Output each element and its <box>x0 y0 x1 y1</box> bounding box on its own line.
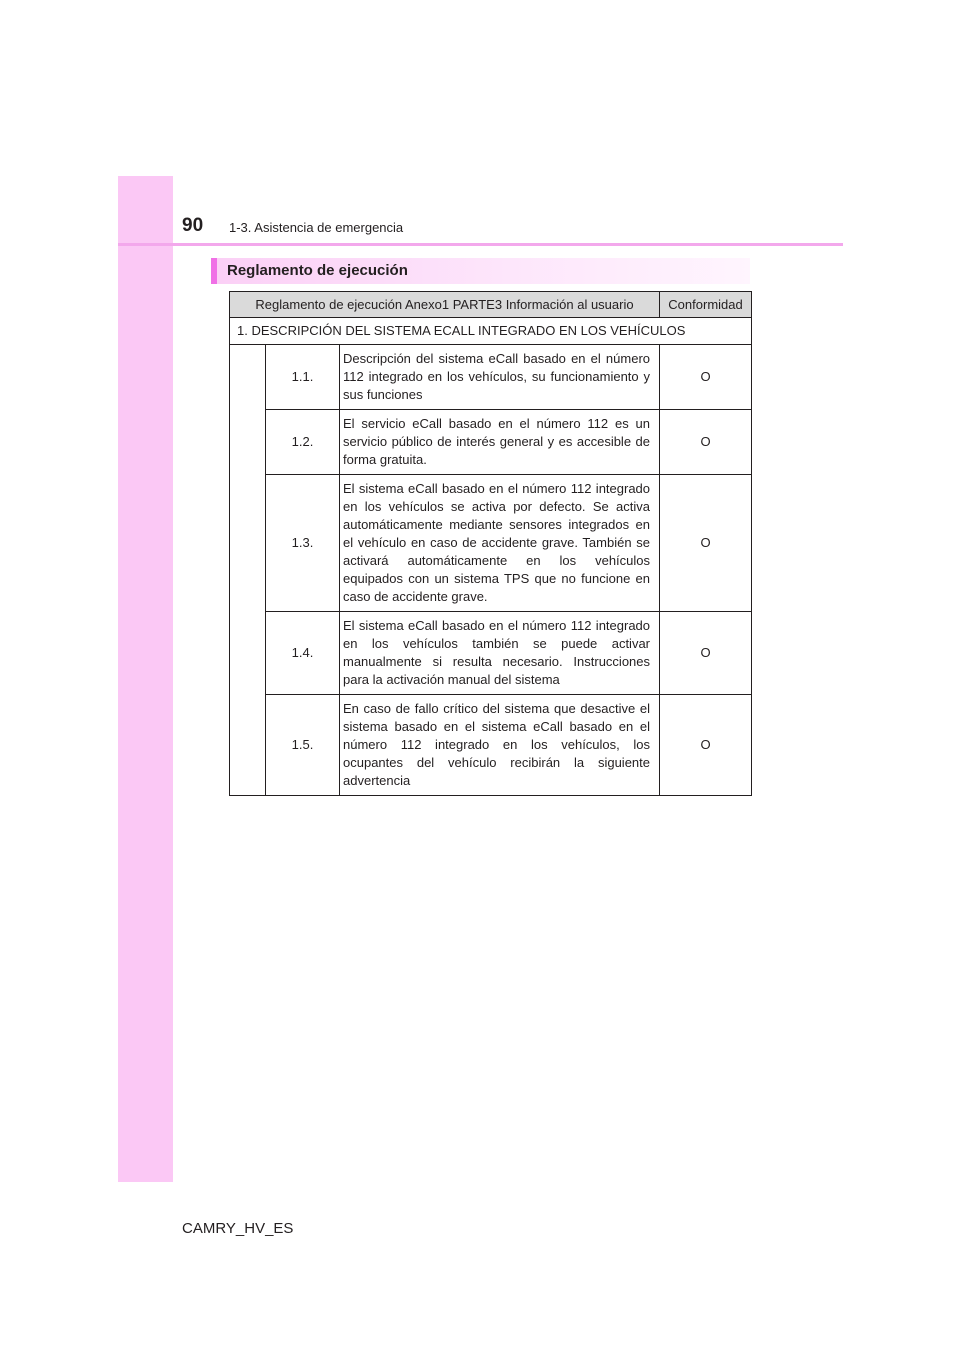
row-description: En caso de fallo crítico del sistema que desactive el sistema basado en el sistema eCall basado en el número 112 integrado en los vehículos, los ocupantes del vehículo recibirán la siguiente advertencia <box>340 695 660 796</box>
page-number: 90 <box>182 215 204 236</box>
table-row <box>230 345 752 410</box>
row-number: 1.3. <box>266 475 340 612</box>
row-conformity: O <box>660 345 752 410</box>
row-conformity: O <box>660 475 752 612</box>
row-number: 1.4. <box>266 612 340 695</box>
table-row <box>230 475 752 612</box>
row-number: 1.1. <box>266 345 340 410</box>
row-conformity: O <box>660 612 752 695</box>
row-number: 1.5. <box>266 695 340 796</box>
row-conformity: O <box>660 410 752 475</box>
chapter-title: 1-3. Asistencia de emergencia <box>229 220 404 235</box>
table-row <box>230 612 752 695</box>
table-row <box>230 410 752 475</box>
side-tab-band <box>118 176 173 1182</box>
section-row-label: 1. DESCRIPCIÓN DEL SISTEMA ECALL INTEGRADO EN LOS VEHÍCULOS <box>230 318 752 345</box>
regulation-table <box>229 291 752 796</box>
column-header-conformity: Conformidad <box>660 292 752 318</box>
table-row <box>230 695 752 796</box>
row-description: El servicio eCall basado en el número 112 es un servicio público de interés general y es accesible de forma gratuita. <box>340 410 660 475</box>
row-number: 1.2. <box>266 410 340 475</box>
row-conformity: O <box>660 695 752 796</box>
table-header-row <box>230 292 752 318</box>
row-description: El sistema eCall basado en el número 112 integrado en los vehículos también se puede activar manualmente si resulta necesario. Instrucciones para la activación manual del sistema <box>340 612 660 695</box>
column-header-regulation: Reglamento de ejecución Anexo1 PARTE3 Información al usuario <box>230 292 660 318</box>
table-section-row <box>230 318 752 345</box>
header-rule <box>118 243 843 246</box>
indent-cell <box>230 345 266 796</box>
section-heading: Reglamento de ejecución <box>211 258 750 284</box>
row-description: El sistema eCall basado en el número 112 integrado en los vehículos se activa por defecto. Se activa automáticamente mediante sensores integrados en el vehículo en caso de accidente grave. También se activará automáticamente en los vehículos equipados con un sistema TPS que no funcione en caso de accidente grave. <box>340 475 660 612</box>
row-description: Descripción del sistema eCall basado en el número 112 integrado en los vehículos, su funcionamiento y sus funciones <box>340 345 660 410</box>
document-code: CAMRY_HV_ES <box>182 1220 294 1237</box>
